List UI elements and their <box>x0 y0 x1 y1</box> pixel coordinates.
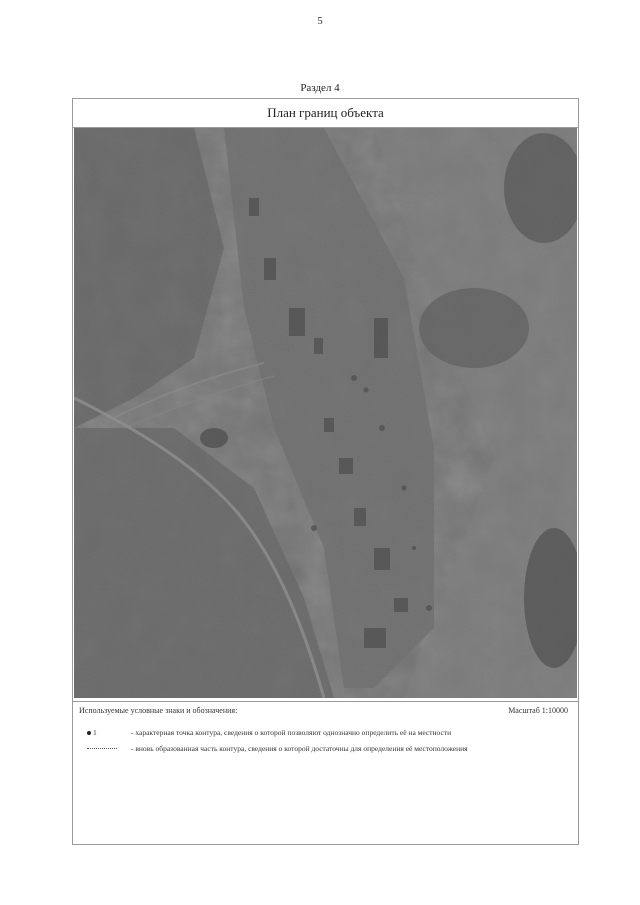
frame-title: План границ объекта <box>73 99 578 128</box>
section-title: Раздел 4 <box>300 82 340 94</box>
legend-item-text: - характерная точка контура, сведения о которой позволяют однозначно определить её на местности <box>131 728 452 737</box>
dotted-line-symbol-icon <box>87 748 117 749</box>
scale-label: Масштаб 1:10000 <box>508 706 568 715</box>
satellite-photo <box>74 128 577 698</box>
contour-point-symbol-icon: 1 <box>87 728 113 738</box>
legend-title: Используемые условные знаки и обозначения: <box>79 706 238 715</box>
page-number: 5 <box>317 15 323 27</box>
legend-header <box>73 701 578 718</box>
plan-frame <box>72 98 579 845</box>
legend-item-text: - вновь образованная часть контура, сведения о которой достаточны для определения её местоположения <box>131 744 468 753</box>
satellite-map <box>74 128 577 698</box>
